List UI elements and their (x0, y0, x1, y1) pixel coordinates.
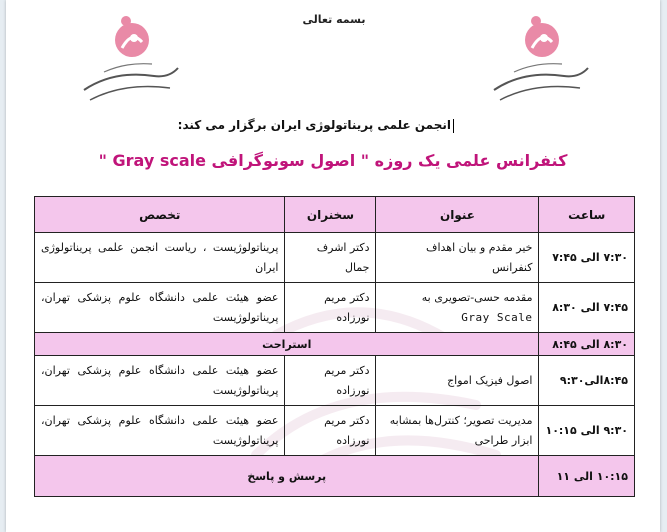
header-time: ساعت (539, 197, 635, 233)
table-row-break (35, 333, 635, 356)
cell-title: مدیریت تصویر؛ کنترل‌ها بمشابه ابزار طراحی (376, 406, 539, 456)
cell-title (376, 283, 539, 333)
cell-time: ۷:۴۵ الی ۸:۳۰ (539, 283, 635, 333)
organizer-line (178, 118, 454, 133)
table-row (35, 406, 635, 456)
cell-time: ۱۰:۱۵ الی ۱۱ (539, 456, 635, 497)
cell-title: اصول فیزیک امواج (376, 356, 539, 406)
table-row (35, 356, 635, 406)
cell-speaker: دکتر مریم نورزاده (285, 406, 376, 456)
cell-title: خیر مقدم و بیان اهداف کنفرانس (376, 233, 539, 283)
cell-specialty: عضو هیئت علمی دانشگاه علوم پزشکی تهران، پریناتولوژیست (35, 406, 285, 456)
header-speaker: سخنران (285, 197, 376, 233)
table-row-qa (35, 456, 635, 497)
document-page (6, 0, 660, 532)
society-logo-right (484, 12, 594, 107)
cell-speaker: دکتر اشرف جمال (285, 233, 376, 283)
header-specialty: تخصص (35, 197, 285, 233)
table-row (35, 283, 635, 333)
cell-qa: پرسش و پاسخ (35, 456, 539, 497)
table-header-row (35, 197, 635, 233)
besmellah-heading: بسمه تعالی (302, 13, 366, 26)
cell-title-en: Gray Scale (461, 310, 533, 324)
header-title: عنوان (376, 197, 539, 233)
cell-specialty: پریناتولوژیست ، ریاست انجمن علمی پریناتولوژی ایران (35, 233, 285, 283)
text-cursor (453, 119, 454, 133)
cell-specialty: عضو هیئت علمی دانشگاه علوم پزشکی تهران، پریناتولوژیست (35, 356, 285, 406)
cell-time: ۷:۳۰ الی ۷:۴۵ (539, 233, 635, 283)
table-row (35, 233, 635, 283)
society-logo-left (74, 12, 184, 107)
cell-time: ۹:۳۰ الی ۱۰:۱۵ (539, 406, 635, 456)
cell-speaker: دکتر مریم نورزاده (285, 356, 376, 406)
cell-specialty: عضو هیئت علمی دانشگاه علوم پزشکی تهران، پریناتولوژیست (35, 283, 285, 333)
cell-time: ۸:۴۵الی۹:۳۰ (539, 356, 635, 406)
program-table (34, 196, 635, 497)
conference-title: کنفرانس علمی یک روزه " اصول سونوگرافی Gray scale " (98, 151, 568, 170)
cell-title-fa: مقدمه حسی-تصویری به (421, 290, 533, 304)
cell-time: ۸:۳۰ الی ۸:۴۵ (539, 333, 635, 356)
cell-break: استراحت (35, 333, 539, 356)
organizer-text: انجمن علمی پریناتولوژی ایران برگزار می کند: (177, 118, 451, 132)
cell-speaker: دکتر مریم نورزاده (285, 283, 376, 333)
